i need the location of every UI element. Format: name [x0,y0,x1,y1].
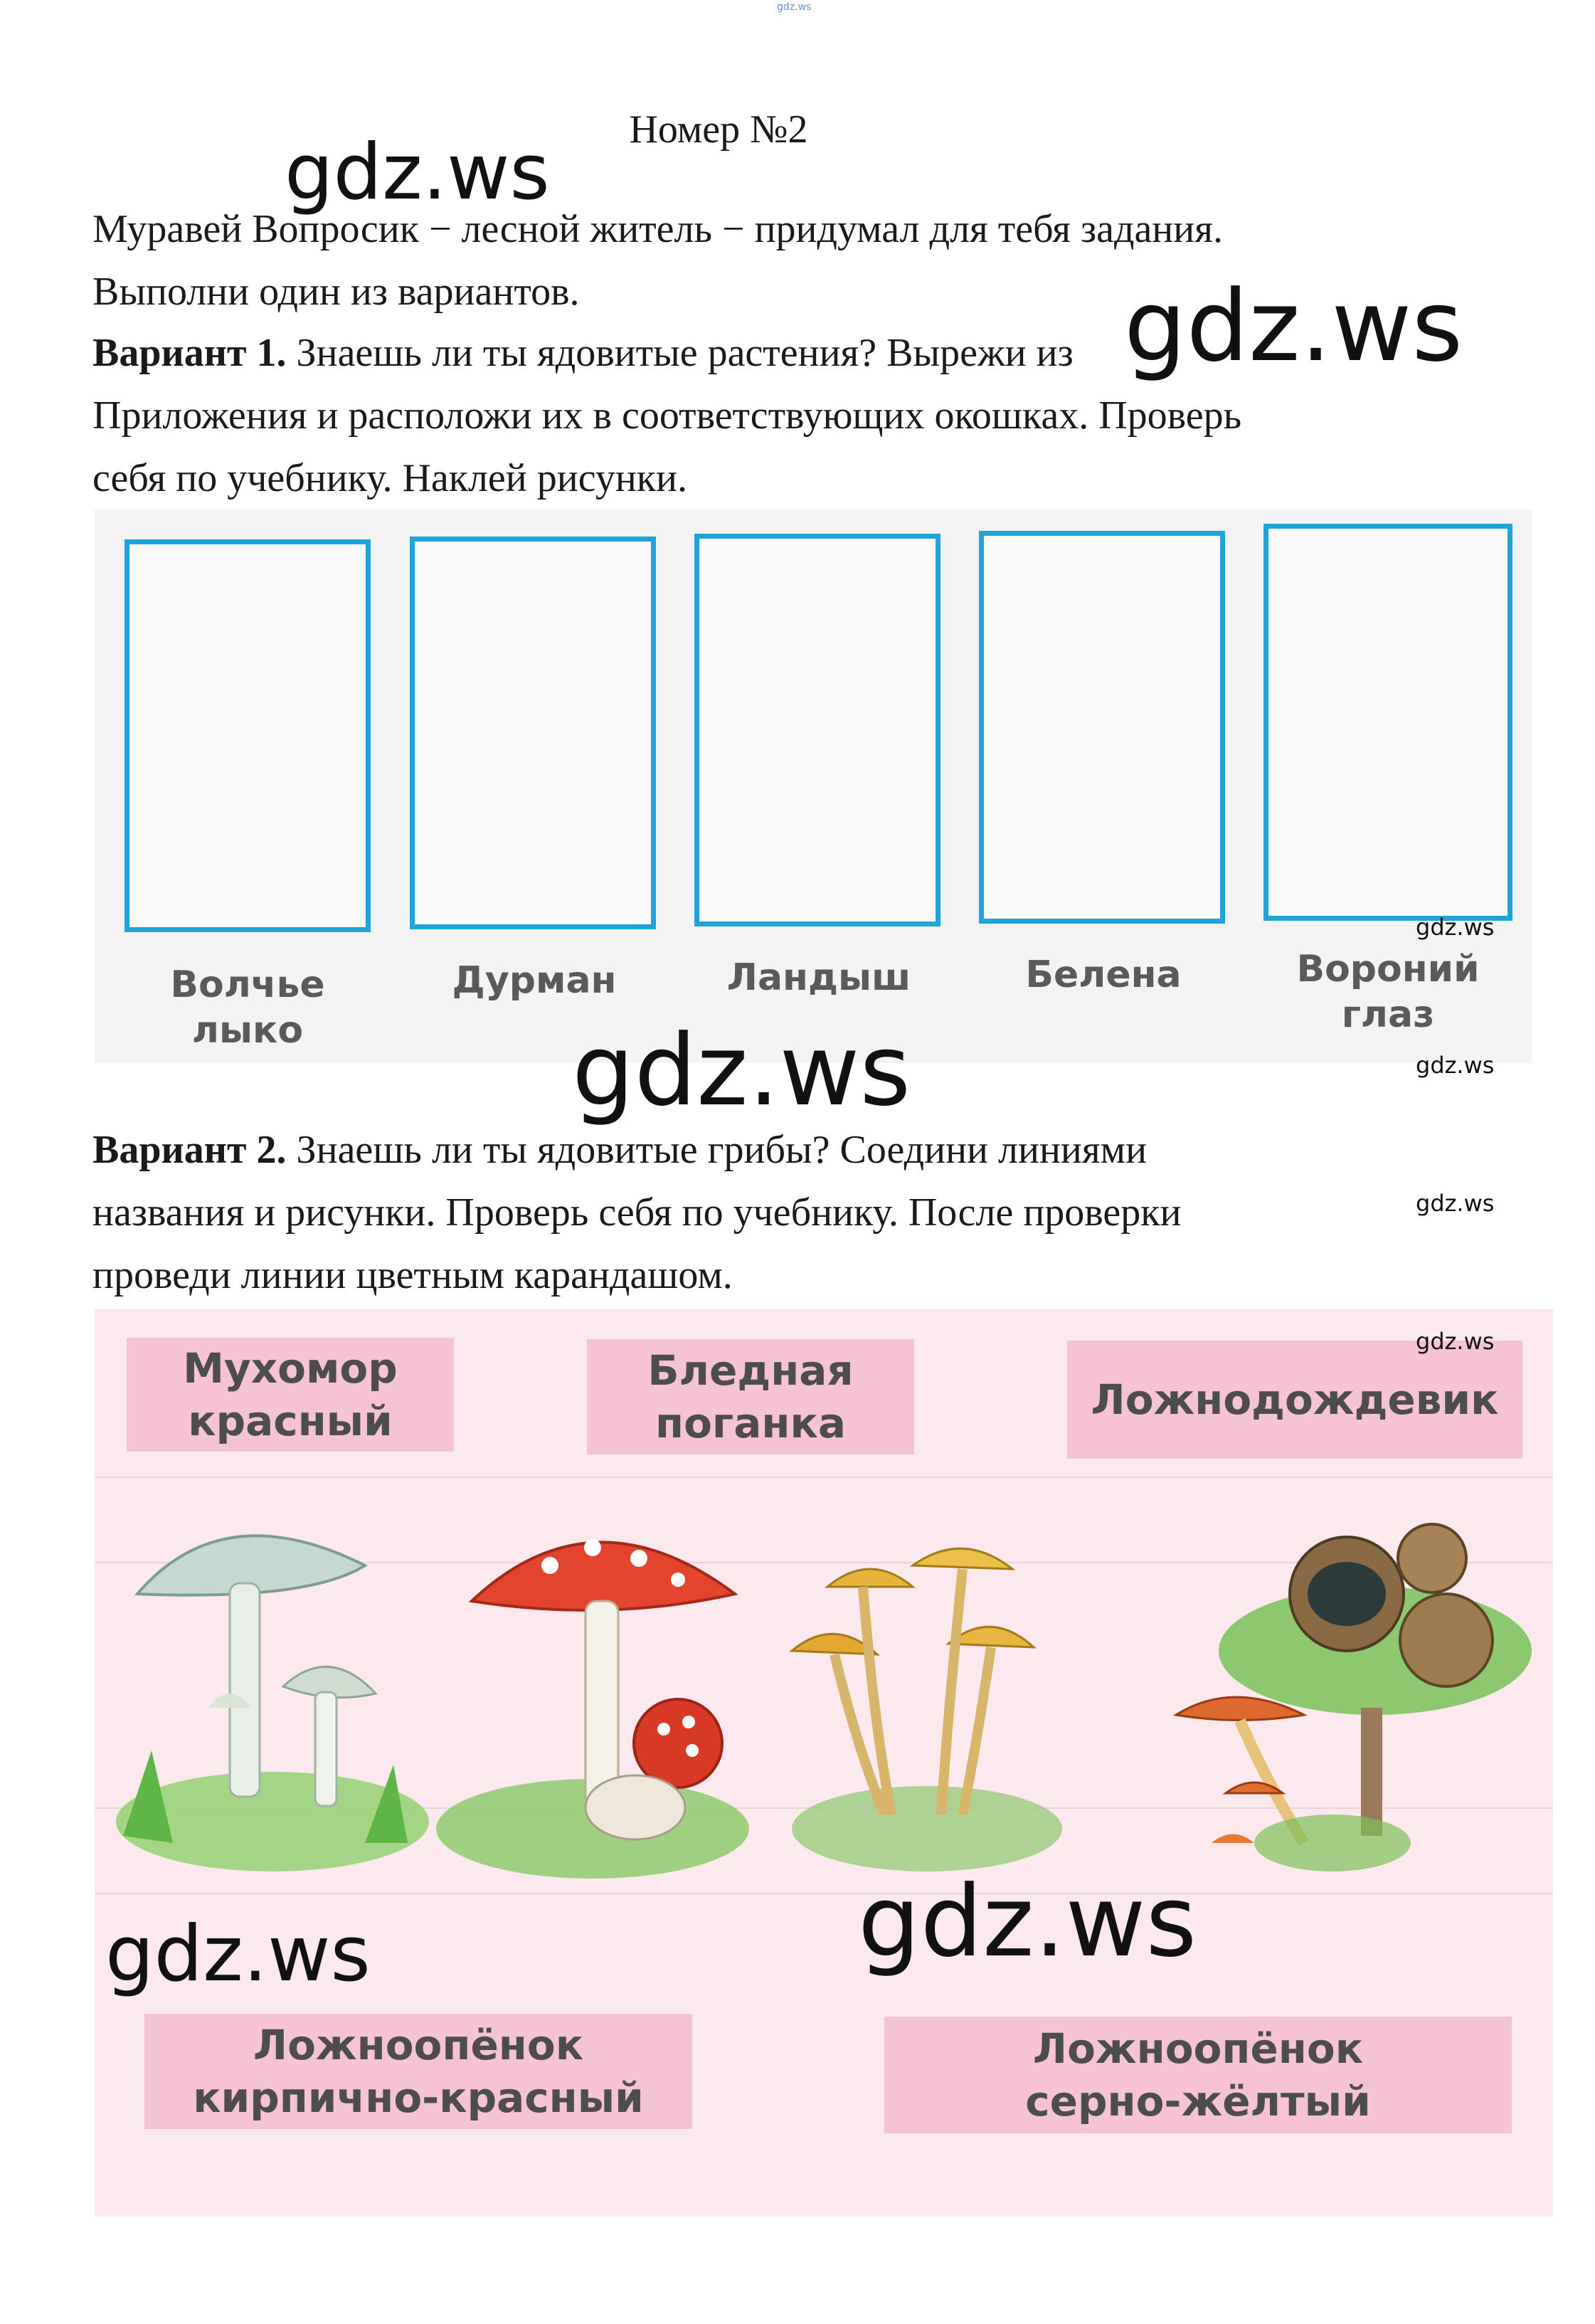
watermark: gdz.ws [1416,1052,1495,1079]
label-sulphur-tuft-line-1: Ложноопёнок [1032,2024,1364,2073]
variant2-label: Вариант 2. [92,1128,287,1172]
mushrooms-panel [95,1309,1553,2217]
sulphur-tuft-drawing [792,1548,1062,1871]
fly-agaric-drawing [436,1539,749,1879]
label-sulphur-tuft-line-2: серно-жёлтый [1025,2077,1371,2125]
plant-label-5-line-1: Вороний [1296,948,1480,991]
earthball-drawing [1219,1524,1532,1715]
plant-label-1 [123,962,372,1053]
label-brick-tuft [144,2014,692,2129]
variant2-line-1 [92,1119,1147,1181]
intro-line-2: Выполни один из вариантов. [92,270,580,314]
label-earthball: Ложнодождевик [1067,1341,1522,1459]
plant-label-1-line-1: Волчье [170,963,325,1006]
label-fly-agaric-line-1: Мухомор [183,1344,398,1393]
variant2-line-2: названия и рисунки. Проверь себя по учебнику. После проверки [92,1190,1182,1235]
label-brick-tuft-line-2: кирпично-красный [193,2074,644,2122]
watermark: gdz.ws [572,1013,911,1128]
label-death-cap-line-2: поганка [655,1399,846,1447]
plant-label-2: Дурман [452,959,617,1002]
label-brick-tuft-line-1: Ложноопёнок [253,2021,584,2069]
label-fly-agaric-line-2: красный [188,1397,393,1445]
plant-label-4: Белена [1025,954,1182,996]
paste-box-3[interactable] [694,534,940,926]
paste-box-5[interactable] [1263,524,1512,921]
label-death-cap-line-1: Бледная [647,1346,854,1395]
watermark: gdz.ws [105,1910,371,1999]
label-sulphur-tuft [884,2017,1512,2133]
plants-panel [95,509,1532,1063]
label-fly-agaric [127,1338,454,1452]
variant1-text-1: Знаешь ли ты ядовитые растения? Вырежи из [286,331,1074,375]
watermark: gdz.ws [285,128,550,217]
death-cap-drawing [116,1536,429,1871]
variant1-line-2: Приложения и расположи их в соответствующих окошках. Проверь [92,394,1242,438]
variant1-line-3: себя по учебнику. Наклей рисунки. [92,456,687,500]
variant2-line-3: проведи линии цветным карандашом. [92,1253,733,1297]
top-watermark: gdz.ws [777,1,812,13]
paste-box-2[interactable] [410,537,656,929]
variant2-text-1: Знаешь ли ты ядовитые грибы? Соедини линиями [286,1128,1148,1172]
brick-tuft-drawing [1176,1697,1411,1871]
plant-label-3: Ландыш [726,956,911,999]
page-title: Номер №2 [629,107,808,152]
variant1-line-1 [92,322,1074,384]
paste-box-4[interactable] [979,531,1225,924]
mushroom-illustrations [95,1509,1553,1907]
paste-box-1[interactable] [124,539,371,932]
watermark: gdz.ws [1416,1190,1495,1217]
watermark: gdz.ws [1416,914,1495,941]
watermark: gdz.ws [1124,269,1463,384]
plant-label-5-line-2: глаз [1341,993,1435,1036]
label-death-cap [587,1339,914,1454]
watermark: gdz.ws [858,1864,1197,1979]
variant1-label: Вариант 1. [92,331,287,375]
watermark: gdz.ws [1416,1328,1495,1355]
plant-label-5 [1263,946,1512,1037]
intro-line-1: Муравей Вопросик − лесной житель − придумал для тебя задания. [92,207,1223,251]
background-line [95,1477,1553,1478]
plant-label-1-line-2: лыко [191,1009,304,1052]
